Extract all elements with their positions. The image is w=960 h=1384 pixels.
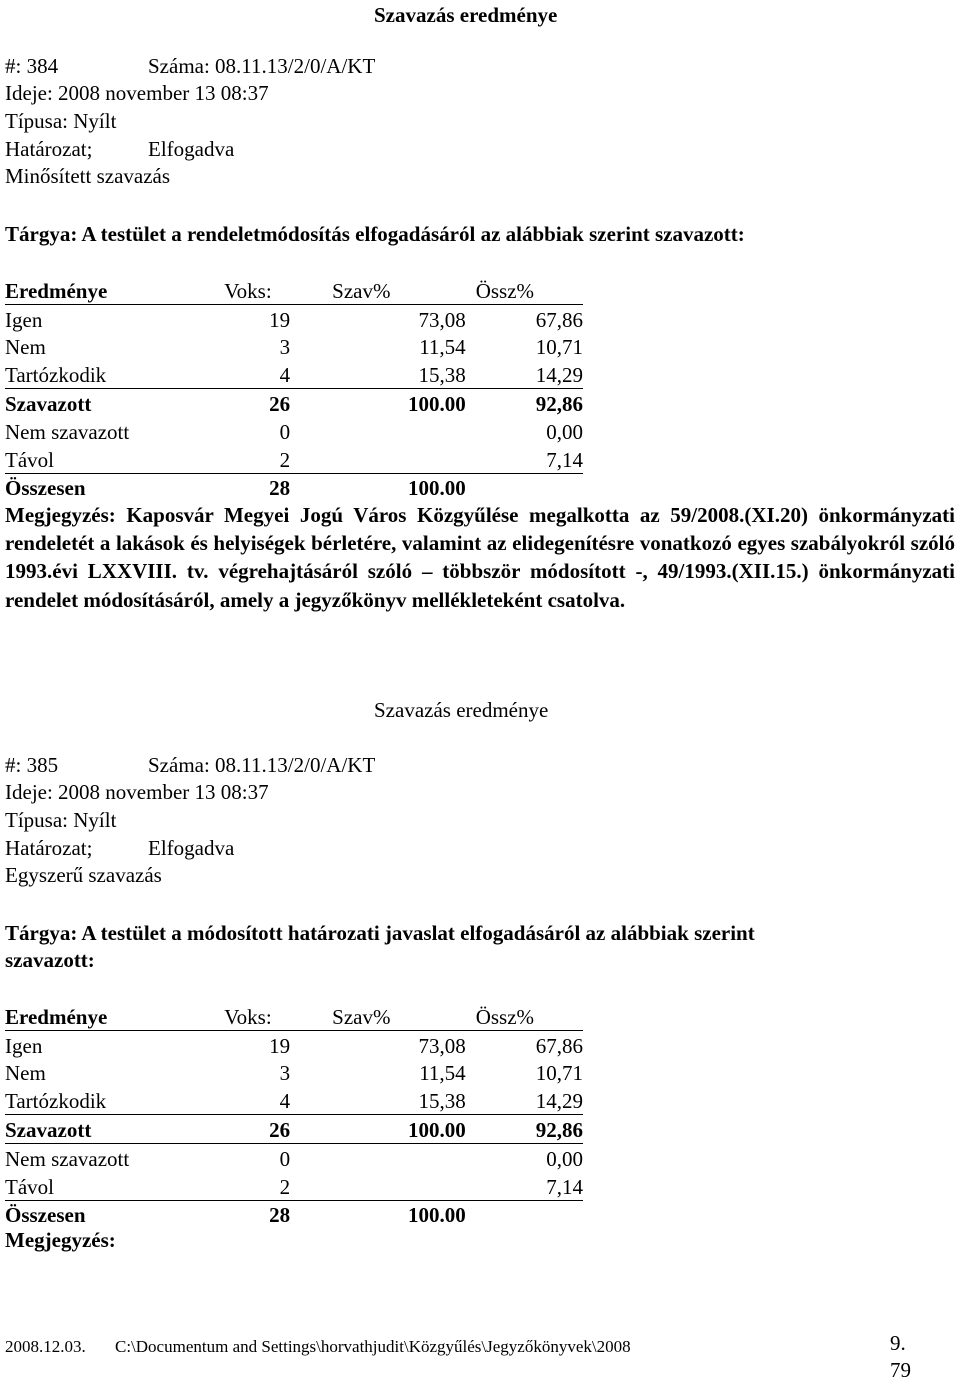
- row-total-pct: 67,86: [535, 1033, 583, 1058]
- col-header-votes: Voks:: [224, 1002, 290, 1030]
- col-header-total-pct: Össz%: [466, 1002, 583, 1030]
- table-row: [5, 417, 583, 445]
- table-row: [5, 1172, 583, 1200]
- row-vote-pct: [290, 1172, 466, 1200]
- vote-result-header: Szavazás eredménye: [374, 698, 549, 722]
- row-votes: 26: [224, 1115, 290, 1144]
- row-vote-pct: 100.00: [290, 1115, 466, 1144]
- vote-result-header: Szavazás eredménye: [374, 3, 558, 27]
- row-total-pct: 10,71: [535, 335, 583, 360]
- vote-subject-continued: szavazott:: [5, 948, 95, 972]
- row-label: Nem szavazott: [5, 1146, 130, 1171]
- row-label: Nem szavazott: [5, 419, 130, 444]
- row-vote-pct: 15,38: [290, 1086, 466, 1114]
- resolution-label: Határozat;: [5, 137, 93, 161]
- table-row: [5, 1086, 583, 1114]
- row-total-pct: 67,86: [535, 307, 583, 332]
- col-header-result: Eredménye: [5, 276, 224, 304]
- row-votes: 4: [224, 1086, 290, 1114]
- row-label: Igen: [5, 1033, 43, 1058]
- table-row: [5, 333, 583, 361]
- table-row: [5, 445, 583, 473]
- row-total-pct: 0,00: [546, 419, 583, 444]
- row-label: Igen: [5, 307, 43, 332]
- footer-page-total: 79: [890, 1358, 911, 1382]
- row-votes: 2: [224, 445, 290, 473]
- row-label: Szavazott: [5, 1115, 224, 1144]
- row-total-pct: 7,14: [466, 1172, 583, 1200]
- table-row: [5, 1115, 583, 1144]
- vote-qualification: Egyszerű szavazás: [5, 863, 162, 887]
- resolution-value: Elfogadva: [148, 137, 235, 161]
- row-vote-pct: 100.00: [407, 476, 466, 501]
- row-votes: 28: [269, 1203, 291, 1228]
- vote-number: #: 385: [5, 753, 59, 777]
- vote-subject: Tárgya: A testület a módosított határozati javaslat elfogadásáról az alábbiak szerint: [5, 921, 755, 945]
- row-vote-pct: 15,38: [290, 360, 466, 388]
- table-row: [5, 304, 583, 332]
- row-label: Nem: [5, 1061, 46, 1086]
- footer-file-path: C:\Documentum and Settings\horvathjudit\Közgyűlés\Jegyzőkönyvek\2008: [115, 1337, 631, 1356]
- row-vote-pct: [290, 417, 466, 445]
- row-votes: 19: [269, 307, 291, 332]
- row-votes: 3: [279, 1061, 291, 1086]
- vote-reference: Száma: 08.11.13/2/0/A/KT: [148, 54, 376, 78]
- vote-result-table: [5, 276, 583, 501]
- row-vote-pct: 73,08: [418, 1033, 466, 1058]
- row-votes: 0: [279, 1146, 291, 1171]
- table-row: [5, 473, 583, 501]
- row-vote-pct: 100.00: [407, 1203, 466, 1228]
- table-row: [5, 360, 583, 388]
- row-votes: 26: [269, 391, 291, 416]
- row-label: Tartózkodik: [5, 360, 224, 388]
- row-total-pct: 0,00: [546, 1146, 583, 1171]
- row-label: Távol: [5, 445, 224, 473]
- vote-time: Ideje: 2008 november 13 08:37: [5, 81, 269, 105]
- table-row: [5, 1143, 583, 1171]
- vote-number: #: 384: [5, 54, 59, 78]
- col-header-total-pct: Össz%: [466, 276, 583, 304]
- row-votes: 0: [279, 419, 291, 444]
- resolution-value: Elfogadva: [148, 836, 235, 860]
- row-label: Összesen: [5, 476, 86, 501]
- row-total-pct: 10,71: [535, 1061, 583, 1086]
- vote-reference: Száma: 08.11.13/2/0/A/KT: [148, 753, 376, 777]
- row-votes: 2: [224, 1172, 290, 1200]
- vote-type: Típusa: Nyílt: [5, 808, 117, 832]
- col-header-result: Eredménye: [5, 1002, 224, 1030]
- col-header-votes: Voks:: [224, 276, 290, 304]
- row-vote-pct: 100.00: [407, 391, 466, 416]
- vote-note: Megjegyzés: Kaposvár Megyei Jogú Város Közgyűlése megalkotta az 59/2008.(XI.20) önkormányzati rendeletét a lakások és helyiségek bérletére, valamint az elidegenítésre vonatkozó egyes szabályokról szóló 1993.évi LXXVIII. tv. végrehajtásáról szóló – többször módosított -, 49/1993.(XII.15.) önkormányzati rendelet módosításáról, amely a jegyzőkönyv mellékleteként csatolva.: [5, 503, 955, 612]
- col-header-vote-pct: Szav%: [290, 1002, 466, 1030]
- col-header-vote-pct: Szav%: [290, 276, 466, 304]
- vote-note: Megjegyzés:: [5, 1228, 116, 1252]
- vote-subject: Tárgya: A testület a rendeletmódosítás elfogadásáról az alábbiak szerint szavazott:: [5, 222, 745, 246]
- table-row: [5, 1030, 583, 1058]
- row-votes: 28: [269, 476, 291, 501]
- table-header-row: [5, 1002, 583, 1030]
- row-votes: 3: [279, 335, 291, 360]
- resolution-label: Határozat;: [5, 836, 93, 860]
- row-total-pct: 92,86: [466, 1115, 583, 1144]
- table-row: [5, 389, 583, 417]
- row-label: Távol: [5, 1172, 224, 1200]
- row-votes: 19: [269, 1033, 291, 1058]
- row-label: Tartózkodik: [5, 1086, 224, 1114]
- vote-qualification: Minősített szavazás: [5, 164, 171, 188]
- row-total-pct: [466, 1200, 583, 1228]
- row-vote-pct: [290, 1143, 466, 1171]
- row-label: Nem: [5, 335, 46, 360]
- row-total-pct: [466, 473, 583, 501]
- table-header-row: [5, 276, 583, 304]
- row-total-pct: 92,86: [535, 391, 583, 416]
- row-label: Szavazott: [5, 391, 92, 416]
- row-vote-pct: [290, 445, 466, 473]
- table-row: [5, 1200, 583, 1228]
- table-row: [5, 1059, 583, 1087]
- footer-page-number: 9.: [890, 1331, 906, 1355]
- row-total-pct: 14,29: [466, 1086, 583, 1114]
- vote-time: Ideje: 2008 november 13 08:37: [5, 780, 269, 804]
- vote-type: Típusa: Nyílt: [5, 109, 117, 133]
- row-total-pct: 7,14: [466, 445, 583, 473]
- row-votes: 4: [224, 360, 290, 388]
- row-vote-pct: 73,08: [418, 307, 466, 332]
- row-total-pct: 14,29: [466, 360, 583, 388]
- row-vote-pct: 11,54: [419, 1061, 466, 1086]
- footer-date: 2008.12.03.: [5, 1337, 86, 1356]
- row-vote-pct: 11,54: [419, 335, 466, 360]
- vote-result-table: [5, 1002, 583, 1228]
- row-label: Összesen: [5, 1203, 86, 1228]
